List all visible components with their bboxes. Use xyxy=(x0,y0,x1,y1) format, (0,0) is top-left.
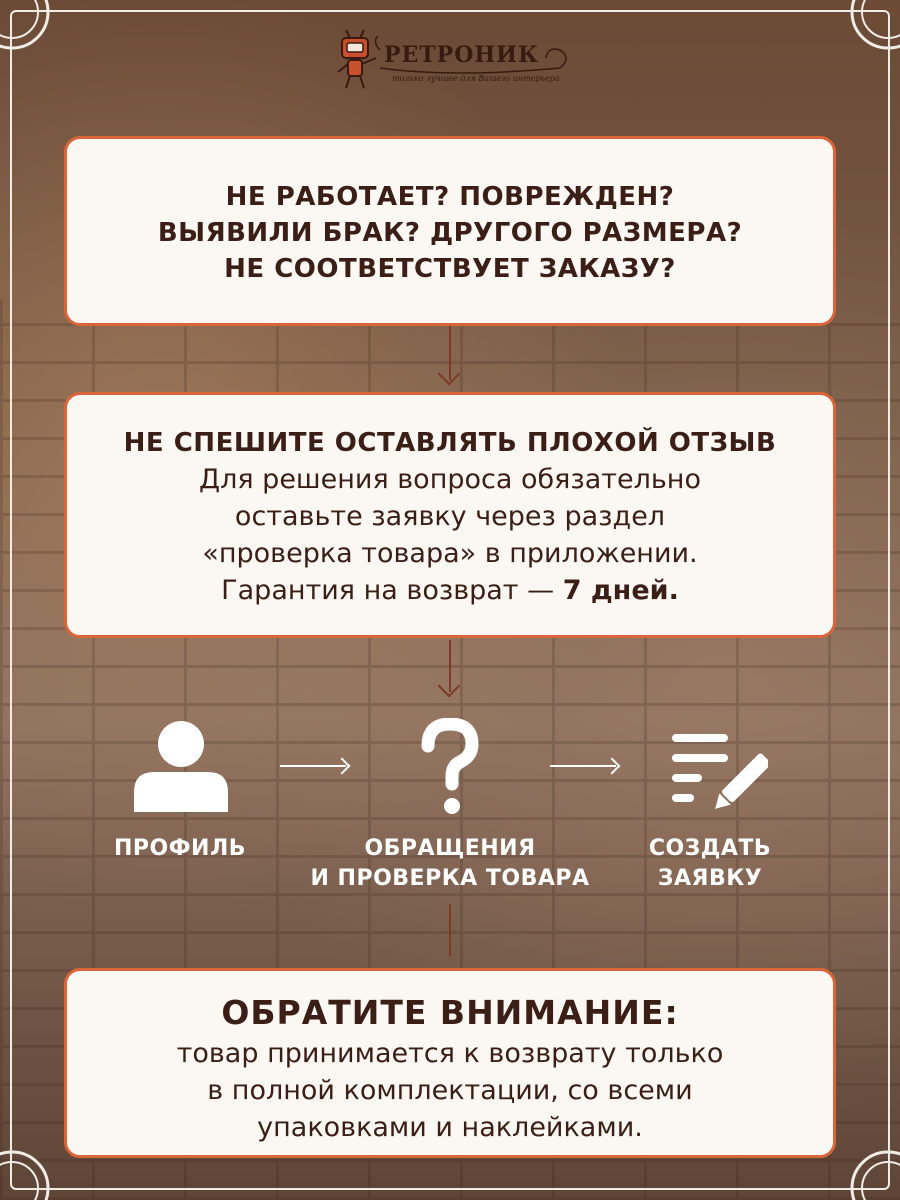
guarantee-line xyxy=(67,572,833,609)
question-line: НЕ РАБОТАЕТ? ПОВРЕЖДЕН? xyxy=(225,182,675,212)
connector-line xyxy=(449,904,451,956)
edit-list-icon xyxy=(668,730,768,812)
instruction-line: «проверка товара» в приложении. xyxy=(202,538,698,569)
user-icon xyxy=(130,720,232,812)
card-heading: НЕ СПЕШИТЕ ОСТАВЛЯТЬ ПЛОХОЙ ОТЗЫВ xyxy=(123,428,777,458)
notice-line: товар принимается к возврату только xyxy=(176,1038,724,1069)
guarantee-text: Гарантия на возврат — xyxy=(221,575,563,606)
attention-card xyxy=(64,968,836,1158)
guarantee-days: 7 дней. xyxy=(562,575,679,606)
problem-questions-card xyxy=(64,136,836,326)
question-line: НЕ СООТВЕТСТВУЕТ ЗАКАЗУ? xyxy=(224,254,676,284)
step-label-create-request: СОЗДАТЬ ЗАЯВКУ xyxy=(648,836,772,891)
instruction-line: оставьте заявку через раздел xyxy=(234,501,666,532)
corner-ornament-icon xyxy=(848,1148,900,1200)
brand-name: РЕТРОНИК xyxy=(384,42,539,68)
corner-ornament-icon xyxy=(0,1148,52,1200)
step-label-profile: ПРОФИЛЬ xyxy=(113,836,246,861)
instruction-line: Для решения вопроса обязательно xyxy=(199,464,701,495)
question-icon xyxy=(418,718,482,816)
step-label-requests: ОБРАЩЕНИЯ И ПРОВЕРКА ТОВАРА xyxy=(310,836,590,891)
brand-logo xyxy=(332,28,572,98)
card-heading: ОБРАТИТЕ ВНИМАНИЕ: xyxy=(221,993,679,1032)
question-line: ВЫЯВИЛИ БРАК? ДРУГОГО РАЗМЕРА? xyxy=(157,218,743,248)
corner-ornament-icon xyxy=(848,0,900,52)
notice-line: в полной комплектации, со всеми xyxy=(207,1075,693,1106)
corner-ornament-icon xyxy=(0,0,52,52)
dont-rush-review-card xyxy=(64,392,836,638)
brand-tagline: только лучшее для Вашего интерьера xyxy=(392,74,560,83)
notice-line: упаковками и наклейками. xyxy=(257,1112,643,1143)
